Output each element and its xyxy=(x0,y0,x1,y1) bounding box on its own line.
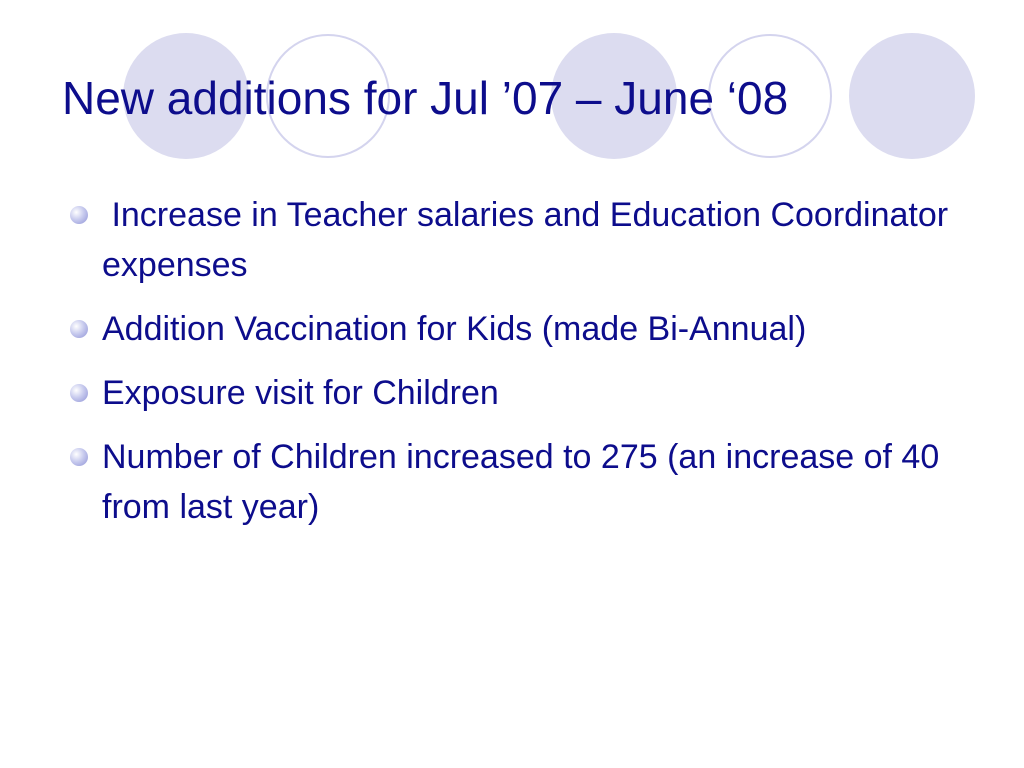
bullet-list xyxy=(64,190,964,546)
decor-circle-filled-3 xyxy=(849,33,975,159)
bullet-item-3 xyxy=(64,368,964,418)
bullet-text-1: Increase in Teacher salaries and Education Coordinator expenses xyxy=(102,196,958,284)
bullet-text-3: Exposure visit for Children xyxy=(102,374,499,412)
bullet-dot-icon xyxy=(70,384,88,402)
slide-title: New additions for Jul ’07 – June ‘08 xyxy=(62,72,789,124)
bullet-dot-icon xyxy=(70,320,88,338)
bullet-text-4: Number of Children increased to 275 (an increase of 40 from last year) xyxy=(102,438,940,526)
bullet-item-1 xyxy=(64,190,964,290)
bullet-item-2 xyxy=(64,304,964,354)
bullet-dot-icon xyxy=(70,448,88,466)
bullet-dot-icon xyxy=(70,206,88,224)
bullet-text-2: Addition Vaccination for Kids (made Bi-Annual) xyxy=(102,310,807,348)
bullet-item-4 xyxy=(64,432,964,532)
